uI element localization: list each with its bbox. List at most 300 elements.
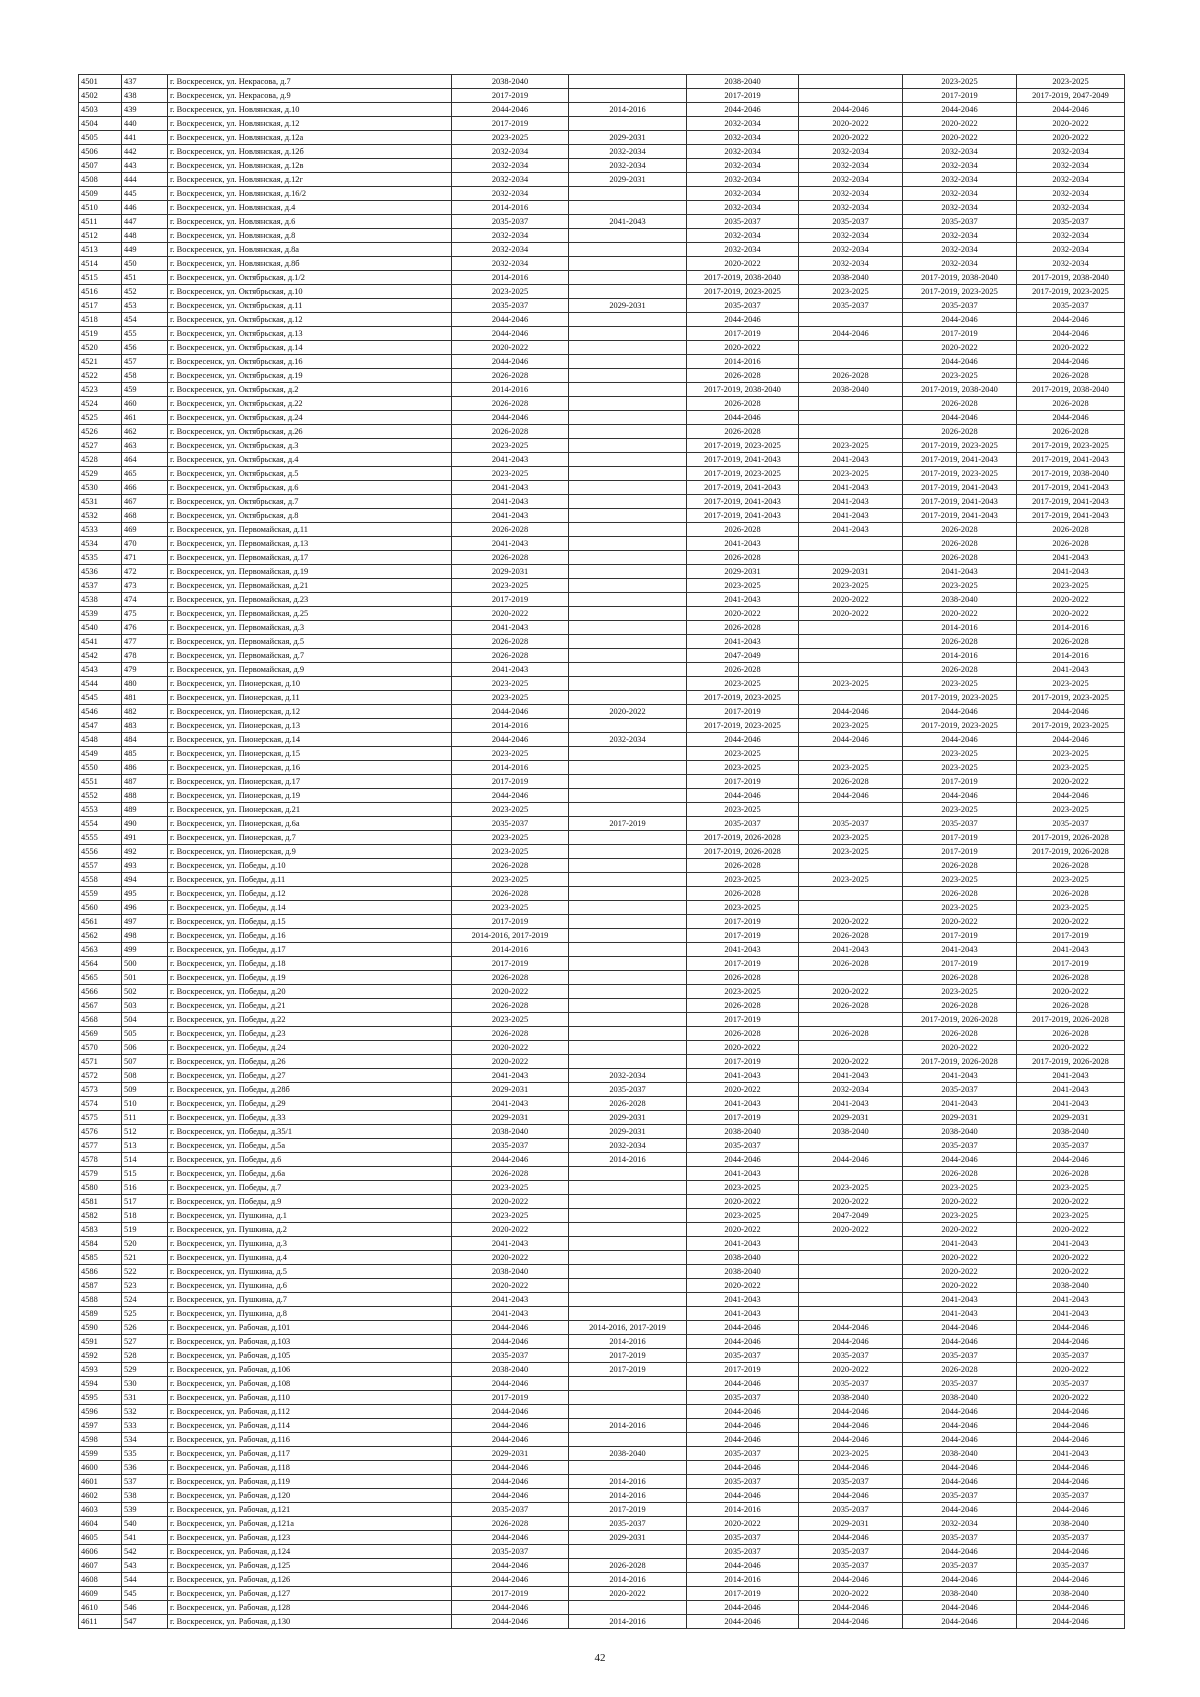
period-6-cell: 2038-2040: [1017, 1279, 1125, 1293]
period-2-cell: 2014-2016: [569, 1153, 687, 1167]
period-5-cell: 2026-2028: [903, 1363, 1017, 1377]
period-3-cell: 2023-2025: [687, 747, 799, 761]
address-cell: [168, 1601, 452, 1615]
row-number-cell: 4575: [79, 1111, 122, 1125]
street-and-house: Победы, д.16: [238, 931, 286, 940]
row-number-cell: 4566: [79, 985, 122, 999]
table-row: [79, 537, 1125, 551]
period-3-cell: 2023-2025: [687, 985, 799, 999]
address-cell: [168, 1041, 452, 1055]
row-number-cell: 4576: [79, 1125, 122, 1139]
period-1-cell: 2038-2040: [452, 75, 569, 89]
address-cell: [168, 607, 452, 621]
house-number-cell: 476: [122, 621, 168, 635]
period-1-cell: 2026-2028: [452, 1167, 569, 1181]
street-prefix: г. Воскресенск, ул.: [170, 623, 239, 632]
period-1-cell: 2035-2037: [452, 1503, 569, 1517]
period-1-cell: 2044-2046: [452, 1321, 569, 1335]
row-number-cell: 4516: [79, 285, 122, 299]
table-row: [79, 439, 1125, 453]
period-6-cell: 2026-2028: [1017, 859, 1125, 873]
period-1-cell: 2044-2046: [452, 1461, 569, 1475]
period-2-cell: 2032-2034: [569, 1069, 687, 1083]
street-prefix: г. Воскресенск, ул.: [170, 385, 239, 394]
table-row: [79, 299, 1125, 313]
row-number-cell: 4536: [79, 565, 122, 579]
street-prefix: г. Воскресенск, ул.: [170, 875, 239, 884]
table-row: [79, 579, 1125, 593]
table-row: [79, 761, 1125, 775]
street-prefix: г. Воскресенск, ул.: [170, 889, 239, 898]
period-5-cell: 2023-2025: [903, 677, 1017, 691]
period-5-cell: 2038-2040: [903, 593, 1017, 607]
table-row: [79, 593, 1125, 607]
row-number-cell: 4546: [79, 705, 122, 719]
table-row: [79, 355, 1125, 369]
street-and-house: Пушкина, д.3: [238, 1239, 287, 1248]
address-cell: [168, 817, 452, 831]
house-number-cell: 492: [122, 845, 168, 859]
period-3-cell: 2020-2022: [687, 1195, 799, 1209]
street-and-house: Победы, д.5а: [238, 1141, 286, 1150]
address-cell: [168, 719, 452, 733]
row-number-cell: 4535: [79, 551, 122, 565]
period-1-cell: 2023-2025: [452, 873, 569, 887]
period-6-cell: 2035-2037: [1017, 817, 1125, 831]
period-1-cell: 2023-2025: [452, 803, 569, 817]
period-3-cell: 2017-2019, 2023-2025: [687, 719, 799, 733]
house-number-cell: 480: [122, 677, 168, 691]
period-1-cell: 2014-2016, 2017-2019: [452, 929, 569, 943]
period-3-cell: 2017-2019: [687, 1587, 799, 1601]
period-2-cell: [569, 677, 687, 691]
street-and-house: Победы, д.27: [238, 1071, 286, 1080]
row-number-cell: 4503: [79, 103, 122, 117]
period-4-cell: 2020-2022: [799, 985, 903, 999]
period-3-cell: 2044-2046: [687, 1377, 799, 1391]
period-3-cell: 2041-2043: [687, 1069, 799, 1083]
house-number-cell: 487: [122, 775, 168, 789]
period-1-cell: 2032-2034: [452, 145, 569, 159]
period-4-cell: 2032-2034: [799, 243, 903, 257]
period-4-cell: 2041-2043: [799, 1069, 903, 1083]
house-number-cell: 440: [122, 117, 168, 131]
house-number-cell: 439: [122, 103, 168, 117]
period-5-cell: 2044-2046: [903, 1545, 1017, 1559]
period-1-cell: 2017-2019: [452, 1391, 569, 1405]
street-and-house: Рабочая, д.108: [238, 1379, 291, 1388]
period-1-cell: 2014-2016: [452, 271, 569, 285]
street-prefix: г. Воскресенск, ул.: [170, 1253, 239, 1262]
period-1-cell: 2044-2046: [452, 313, 569, 327]
period-5-cell: 2023-2025: [903, 1181, 1017, 1195]
period-6-cell: 2044-2046: [1017, 1335, 1125, 1349]
row-number-cell: 4504: [79, 117, 122, 131]
period-4-cell: 2035-2037: [799, 817, 903, 831]
address-cell: [168, 1055, 452, 1069]
period-1-cell: 2026-2028: [452, 523, 569, 537]
period-5-cell: 2035-2037: [903, 1083, 1017, 1097]
period-4-cell: 2035-2037: [799, 1377, 903, 1391]
street-prefix: г. Воскресенск, ул.: [170, 931, 239, 940]
row-number-cell: 4505: [79, 131, 122, 145]
street-prefix: г. Воскресенск, ул.: [170, 175, 239, 184]
period-5-cell: 2041-2043: [903, 943, 1017, 957]
period-1-cell: 2044-2046: [452, 1573, 569, 1587]
period-4-cell: [799, 1013, 903, 1027]
period-4-cell: [799, 1237, 903, 1251]
street-prefix: г. Воскресенск, ул.: [170, 1155, 239, 1164]
period-2-cell: [569, 257, 687, 271]
row-number-cell: 4501: [79, 75, 122, 89]
address-cell: [168, 1615, 452, 1629]
period-4-cell: [799, 1251, 903, 1265]
period-5-cell: 2038-2040: [903, 1125, 1017, 1139]
table-row: [79, 285, 1125, 299]
period-4-cell: 2044-2046: [799, 1335, 903, 1349]
table-row: [79, 957, 1125, 971]
period-3-cell: 2032-2034: [687, 159, 799, 173]
period-5-cell: 2017-2019, 2041-2043: [903, 495, 1017, 509]
period-6-cell: 2044-2046: [1017, 1405, 1125, 1419]
street-and-house: Рабочая, д.114: [238, 1421, 290, 1430]
house-number-cell: 458: [122, 369, 168, 383]
period-2-cell: 2017-2019: [569, 1503, 687, 1517]
table-row: [79, 523, 1125, 537]
street-prefix: г. Воскресенск, ул.: [170, 1309, 239, 1318]
row-number-cell: 4605: [79, 1531, 122, 1545]
row-number-cell: 4507: [79, 159, 122, 173]
period-4-cell: 2023-2025: [799, 719, 903, 733]
period-1-cell: 2029-2031: [452, 1083, 569, 1097]
period-5-cell: 2035-2037: [903, 1489, 1017, 1503]
street-prefix: г. Воскресенск, ул.: [170, 861, 239, 870]
address-cell: [168, 1377, 452, 1391]
street-and-house: Октябрьская, д.5: [238, 469, 299, 478]
house-number-cell: 493: [122, 859, 168, 873]
address-cell: [168, 173, 452, 187]
period-4-cell: [799, 971, 903, 985]
street-prefix: г. Воскресенск, ул.: [170, 1463, 239, 1472]
period-4-cell: 2044-2046: [799, 789, 903, 803]
table-row: [79, 257, 1125, 271]
period-4-cell: 2035-2037: [799, 299, 903, 313]
period-5-cell: 2017-2019, 2041-2043: [903, 481, 1017, 495]
period-1-cell: 2020-2022: [452, 1195, 569, 1209]
period-2-cell: [569, 1405, 687, 1419]
period-4-cell: 2029-2031: [799, 1517, 903, 1531]
period-6-cell: 2020-2022: [1017, 131, 1125, 145]
house-number-cell: 509: [122, 1083, 168, 1097]
period-6-cell: 2020-2022: [1017, 1265, 1125, 1279]
address-cell: [168, 1461, 452, 1475]
row-number-cell: 4532: [79, 509, 122, 523]
row-number-cell: 4604: [79, 1517, 122, 1531]
period-3-cell: 2026-2028: [687, 523, 799, 537]
period-6-cell: 2041-2043: [1017, 1293, 1125, 1307]
period-6-cell: 2044-2046: [1017, 789, 1125, 803]
table-row: [79, 103, 1125, 117]
row-number-cell: 4579: [79, 1167, 122, 1181]
row-number-cell: 4572: [79, 1069, 122, 1083]
period-5-cell: 2026-2028: [903, 1167, 1017, 1181]
period-5-cell: 2017-2019, 2023-2025: [903, 691, 1017, 705]
street-prefix: г. Воскресенск, ул.: [170, 1575, 239, 1584]
period-4-cell: 2023-2025: [799, 285, 903, 299]
table-row: [79, 243, 1125, 257]
period-2-cell: [569, 1209, 687, 1223]
period-4-cell: 2032-2034: [799, 187, 903, 201]
table-row: [79, 649, 1125, 663]
period-3-cell: 2035-2037: [687, 1545, 799, 1559]
address-cell: [168, 1559, 452, 1573]
table-row: [79, 1433, 1125, 1447]
house-number-cell: 483: [122, 719, 168, 733]
house-number-cell: 442: [122, 145, 168, 159]
period-1-cell: 2026-2028: [452, 859, 569, 873]
period-2-cell: 2014-2016: [569, 1573, 687, 1587]
period-4-cell: 2023-2025: [799, 845, 903, 859]
period-4-cell: 2032-2034: [799, 159, 903, 173]
period-1-cell: 2029-2031: [452, 1447, 569, 1461]
house-number-cell: 512: [122, 1125, 168, 1139]
address-cell: [168, 1307, 452, 1321]
period-6-cell: 2044-2046: [1017, 1153, 1125, 1167]
period-3-cell: 2041-2043: [687, 593, 799, 607]
address-cell: [168, 1335, 452, 1349]
table-row: [79, 425, 1125, 439]
house-number-cell: 461: [122, 411, 168, 425]
period-1-cell: 2026-2028: [452, 971, 569, 985]
street-prefix: г. Воскресенск, ул.: [170, 567, 239, 576]
period-3-cell: 2044-2046: [687, 1405, 799, 1419]
period-4-cell: [799, 635, 903, 649]
house-number-cell: 533: [122, 1419, 168, 1433]
row-number-cell: 4600: [79, 1461, 122, 1475]
house-number-cell: 527: [122, 1335, 168, 1349]
period-1-cell: 2023-2025: [452, 901, 569, 915]
period-3-cell: 2017-2019: [687, 1111, 799, 1125]
period-5-cell: 2017-2019, 2023-2025: [903, 467, 1017, 481]
table-row: [79, 481, 1125, 495]
period-1-cell: 2044-2046: [452, 705, 569, 719]
table-row: [79, 873, 1125, 887]
street-prefix: г. Воскресенск, ул.: [170, 133, 239, 142]
period-6-cell: 2035-2037: [1017, 1531, 1125, 1545]
period-4-cell: [799, 341, 903, 355]
street-and-house: Рабочая, д.103: [238, 1337, 291, 1346]
period-5-cell: 2044-2046: [903, 789, 1017, 803]
street-prefix: г. Воскресенск, ул.: [170, 119, 239, 128]
row-number-cell: 4506: [79, 145, 122, 159]
table-row: [79, 1181, 1125, 1195]
house-number-cell: 529: [122, 1363, 168, 1377]
address-cell: [168, 201, 452, 215]
street-and-house: Пушкина, д.5: [238, 1267, 287, 1276]
period-1-cell: 2032-2034: [452, 173, 569, 187]
address-cell: [168, 1489, 452, 1503]
table-row: [79, 915, 1125, 929]
house-number-cell: 544: [122, 1573, 168, 1587]
street-prefix: г. Воскресенск, ул.: [170, 917, 239, 926]
period-2-cell: [569, 929, 687, 943]
street-prefix: г. Воскресенск, ул.: [170, 1519, 239, 1528]
table-row: [79, 145, 1125, 159]
table-row: [79, 929, 1125, 943]
row-number-cell: 4511: [79, 215, 122, 229]
row-number-cell: 4599: [79, 1447, 122, 1461]
period-5-cell: 2044-2046: [903, 1433, 1017, 1447]
period-5-cell: 2032-2034: [903, 229, 1017, 243]
street-prefix: г. Воскресенск, ул.: [170, 1337, 239, 1346]
period-5-cell: 2026-2028: [903, 635, 1017, 649]
period-6-cell: 2017-2019, 2038-2040: [1017, 467, 1125, 481]
period-3-cell: 2023-2025: [687, 901, 799, 915]
house-number-cell: 498: [122, 929, 168, 943]
table-row: [79, 1405, 1125, 1419]
period-1-cell: 2029-2031: [452, 565, 569, 579]
street-and-house: Рабочая, д.120: [238, 1491, 291, 1500]
period-2-cell: [569, 971, 687, 985]
street-and-house: Новлянская, д.12а: [238, 133, 304, 142]
house-number-cell: 462: [122, 425, 168, 439]
table-row: [79, 901, 1125, 915]
period-3-cell: 2017-2019: [687, 1055, 799, 1069]
period-2-cell: [569, 1013, 687, 1027]
period-4-cell: 2041-2043: [799, 509, 903, 523]
period-4-cell: 2044-2046: [799, 1573, 903, 1587]
street-prefix: г. Воскресенск, ул.: [170, 693, 239, 702]
street-and-house: Рабочая, д.125: [238, 1561, 291, 1570]
house-number-cell: 451: [122, 271, 168, 285]
street-and-house: Первомайская, д.23: [238, 595, 309, 604]
period-1-cell: 2044-2046: [452, 789, 569, 803]
period-4-cell: 2044-2046: [799, 1531, 903, 1545]
street-and-house: Октябрьская, д.16: [238, 357, 303, 366]
period-5-cell: 2044-2046: [903, 1153, 1017, 1167]
table-row: [79, 187, 1125, 201]
period-2-cell: 2020-2022: [569, 705, 687, 719]
address-cell: [168, 649, 452, 663]
period-6-cell: 2020-2022: [1017, 985, 1125, 999]
street-prefix: г. Воскресенск, ул.: [170, 1323, 239, 1332]
period-4-cell: 2020-2022: [799, 1587, 903, 1601]
period-2-cell: [569, 1265, 687, 1279]
street-and-house: Первомайская, д.17: [238, 553, 309, 562]
period-3-cell: 2017-2019, 2038-2040: [687, 271, 799, 285]
period-3-cell: 2044-2046: [687, 313, 799, 327]
address-cell: [168, 397, 452, 411]
period-6-cell: 2035-2037: [1017, 1489, 1125, 1503]
street-prefix: г. Воскресенск, ул.: [170, 203, 239, 212]
house-number-cell: 456: [122, 341, 168, 355]
address-cell: [168, 1349, 452, 1363]
period-2-cell: 2017-2019: [569, 1363, 687, 1377]
house-number-cell: 474: [122, 593, 168, 607]
period-5-cell: 2023-2025: [903, 579, 1017, 593]
table-row: [79, 1013, 1125, 1027]
address-cell: [168, 159, 452, 173]
period-4-cell: 2044-2046: [799, 1405, 903, 1419]
row-number-cell: 4578: [79, 1153, 122, 1167]
table-row: [79, 803, 1125, 817]
period-2-cell: [569, 957, 687, 971]
period-6-cell: 2020-2022: [1017, 1363, 1125, 1377]
street-and-house: Октябрьская, д.13: [238, 329, 303, 338]
address-cell: [168, 1265, 452, 1279]
period-5-cell: 2035-2037: [903, 1559, 1017, 1573]
street-and-house: Октябрьская, д.4: [238, 455, 299, 464]
row-number-cell: 4549: [79, 747, 122, 761]
period-5-cell: 2017-2019, 2038-2040: [903, 271, 1017, 285]
street-and-house: Новлянская, д.8: [238, 231, 296, 240]
period-3-cell: 2038-2040: [687, 1265, 799, 1279]
street-prefix: г. Воскресенск, ул.: [170, 1183, 239, 1192]
address-cell: [168, 299, 452, 313]
period-4-cell: 2023-2025: [799, 677, 903, 691]
row-number-cell: 4591: [79, 1335, 122, 1349]
street-and-house: Первомайская, д.5: [238, 637, 305, 646]
period-3-cell: 2017-2019: [687, 957, 799, 971]
period-5-cell: 2035-2037: [903, 817, 1017, 831]
period-3-cell: 2026-2028: [687, 887, 799, 901]
period-2-cell: [569, 495, 687, 509]
period-2-cell: [569, 607, 687, 621]
street-prefix: г. Воскресенск, ул.: [170, 1491, 239, 1500]
period-5-cell: 2044-2046: [903, 1419, 1017, 1433]
period-2-cell: [569, 1041, 687, 1055]
house-number-cell: 473: [122, 579, 168, 593]
period-3-cell: 2020-2022: [687, 1279, 799, 1293]
house-number-cell: 538: [122, 1489, 168, 1503]
period-5-cell: 2032-2034: [903, 187, 1017, 201]
period-5-cell: 2044-2046: [903, 705, 1017, 719]
table-row: [79, 747, 1125, 761]
address-cell: [168, 635, 452, 649]
address-cell: [168, 803, 452, 817]
period-6-cell: 2020-2022: [1017, 1251, 1125, 1265]
period-5-cell: 2044-2046: [903, 1461, 1017, 1475]
period-4-cell: 2035-2037: [799, 215, 903, 229]
period-2-cell: [569, 1167, 687, 1181]
period-1-cell: 2035-2037: [452, 1349, 569, 1363]
house-number-cell: 546: [122, 1601, 168, 1615]
street-prefix: г. Воскресенск, ул.: [170, 301, 239, 310]
house-number-cell: 491: [122, 831, 168, 845]
street-and-house: Рабочая, д.101: [238, 1323, 291, 1332]
period-6-cell: 2032-2034: [1017, 159, 1125, 173]
street-and-house: Первомайская, д.19: [238, 567, 309, 576]
period-6-cell: 2023-2025: [1017, 901, 1125, 915]
street-and-house: Рабочая, д.128: [238, 1603, 291, 1612]
period-5-cell: 2026-2028: [903, 887, 1017, 901]
period-1-cell: 2023-2025: [452, 1013, 569, 1027]
period-4-cell: 2020-2022: [799, 915, 903, 929]
house-number-cell: 518: [122, 1209, 168, 1223]
period-6-cell: 2026-2028: [1017, 999, 1125, 1013]
period-1-cell: 2041-2043: [452, 663, 569, 677]
table-row: [79, 313, 1125, 327]
period-3-cell: 2017-2019, 2023-2025: [687, 467, 799, 481]
period-5-cell: 2026-2028: [903, 397, 1017, 411]
period-6-cell: 2032-2034: [1017, 187, 1125, 201]
table-row: [79, 397, 1125, 411]
period-1-cell: 2020-2022: [452, 1041, 569, 1055]
period-4-cell: [799, 1307, 903, 1321]
period-3-cell: 2041-2043: [687, 1097, 799, 1111]
period-2-cell: [569, 523, 687, 537]
period-6-cell: 2023-2025: [1017, 761, 1125, 775]
